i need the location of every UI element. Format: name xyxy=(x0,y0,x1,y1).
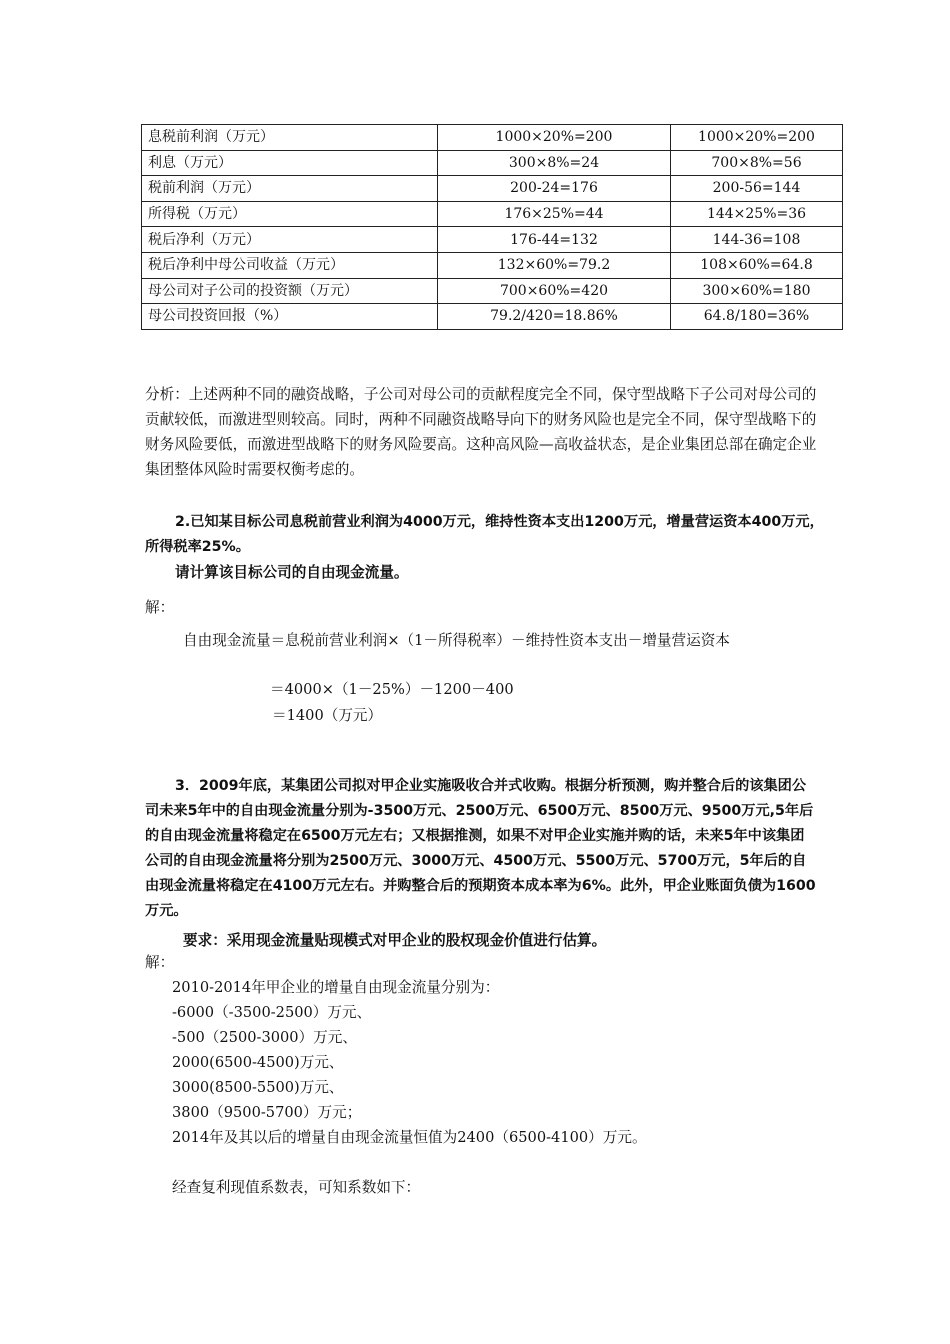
table-cell: 176×25%=44 xyxy=(438,201,671,227)
table-cell: 税后净利（万元） xyxy=(142,227,438,253)
table-row xyxy=(142,201,843,227)
table-cell: 税后净利中母公司收益（万元） xyxy=(142,252,438,278)
table-cell: 300×60%=180 xyxy=(671,278,843,304)
table-cell: 132×60%=79.2 xyxy=(438,252,671,278)
table-cell: 税前利润（万元） xyxy=(142,176,438,202)
q3-line-1: -6000（-3500-2500）万元、 xyxy=(172,1004,372,1021)
q2-request: 请计算该目标公司的自由现金流量。 xyxy=(175,564,409,581)
q3-solution-label: 解： xyxy=(145,954,175,971)
q2-question: 2.已知某目标公司息税前营业利润为4000万元，维持性资本支出1200万元，增量营运资本400万元，所得税率25%。 xyxy=(145,514,824,555)
table-cell: 108×60%=64.8 xyxy=(671,252,843,278)
q3-closing: 经查复利现值系数表，可知系数如下： xyxy=(172,1179,421,1196)
q3-question: 3．2009年底，某集团公司拟对甲企业实施吸收合并式收购。根据分析预测，购并整合后的该集团公司未来5年中的自由现金流量分别为-3500万元、2500万元、6500万元、8500万元、9500万元,5年后的自由现金流量将稳定在6500万元左右；又根据推测，如果不对甲企业实施并购的话，未来5年中该集团公司的自由现金流量将分别为2500万元、3000万元、4500万元、5500万元、5700万元，5年后的自由现金流量将稳定在4100万元左右。并购整合后的预期资本成本率为6%。此外，甲企业账面负债为1600万元。 xyxy=(145,778,816,919)
table-cell: 利息（万元） xyxy=(142,150,438,176)
q2-step1: ＝4000×（1－25%）－1200－400 xyxy=(270,681,514,698)
table-row xyxy=(142,125,843,151)
q2-step2: ＝1400（万元） xyxy=(272,707,383,724)
table-cell: 1000×20%=200 xyxy=(438,125,671,151)
table-cell: 200-24=176 xyxy=(438,176,671,202)
table-cell: 700×8%=56 xyxy=(671,150,843,176)
table-cell: 144-36=108 xyxy=(671,227,843,253)
table-cell: 200-56=144 xyxy=(671,176,843,202)
table-row xyxy=(142,150,843,176)
financing-strategy-table xyxy=(141,124,843,330)
table-cell: 79.2/420=18.86% xyxy=(438,304,671,330)
table-cell: 144×25%=36 xyxy=(671,201,843,227)
table-cell: 64.8/180=36% xyxy=(671,304,843,330)
q3-line-2: -500（2500-3000）万元、 xyxy=(172,1029,357,1046)
analysis-paragraph: 分析：上述两种不同的融资战略，子公司对母公司的贡献程度完全不同，保守型战略下子公司对母公司的贡献较低，而激进型则较高。同时，两种不同融资战略导向下的财务风险也是完全不同，保守型战略下的财务风险要低，而激进型战略下的财务风险要高。这种高风险—高收益状态，是企业集团总部在确定企业集团整体风险时需要权衡考虑的。 xyxy=(145,386,817,478)
q2-formula: 自由现金流量＝息税前营业利润×（1－所得税率）－维持性资本支出－增量营运资本 xyxy=(183,632,730,649)
table-row xyxy=(142,252,843,278)
q3-line-5: 3800（9500-5700）万元； xyxy=(172,1104,362,1121)
q3-line-3: 2000(6500-4500)万元、 xyxy=(172,1054,344,1071)
table-row xyxy=(142,304,843,330)
table-row xyxy=(142,227,843,253)
table-cell: 176-44=132 xyxy=(438,227,671,253)
table-row xyxy=(142,278,843,304)
q2-solution-label: 解： xyxy=(145,599,175,616)
q3-request: 要求：采用现金流量贴现模式对甲企业的股权现金价值进行估算。 xyxy=(183,932,607,949)
q3-line-6: 2014年及其以后的增量自由现金流量恒值为2400（6500-4100）万元。 xyxy=(172,1129,647,1146)
q3-line-4: 3000(8500-5500)万元、 xyxy=(172,1079,344,1096)
table-row xyxy=(142,176,843,202)
table-cell: 300×8%=24 xyxy=(438,150,671,176)
table-cell: 母公司投资回报（%） xyxy=(142,304,438,330)
table-cell: 母公司对子公司的投资额（万元） xyxy=(142,278,438,304)
table-cell: 所得税（万元） xyxy=(142,201,438,227)
table-cell: 息税前利润（万元） xyxy=(142,125,438,151)
table-cell: 1000×20%=200 xyxy=(671,125,843,151)
table-cell: 700×60%=420 xyxy=(438,278,671,304)
q3-line-0: 2010-2014年甲企业的增量自由现金流量分别为： xyxy=(172,979,500,996)
